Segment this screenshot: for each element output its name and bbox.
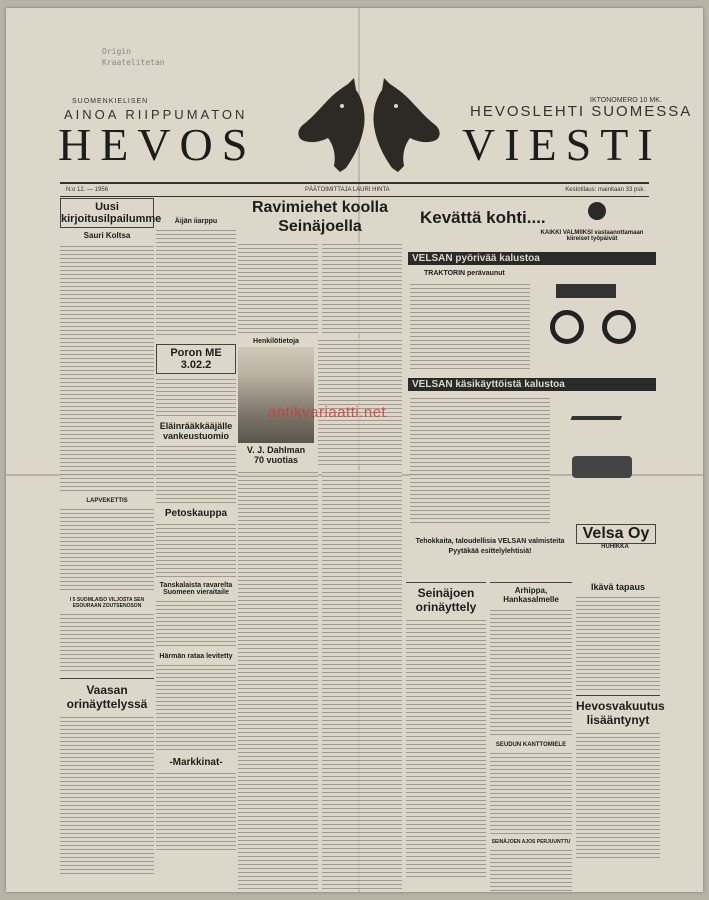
col2-headline-4: Tanskalaista ravarelta Suomeen vieraitaile <box>159 582 233 596</box>
profile-label: Henkilötietoja <box>253 338 299 345</box>
col1-body-text-2 <box>60 507 154 593</box>
ad-item-1: TRAKTORIN perävaunut <box>424 270 505 277</box>
col5-body-text-2 <box>490 751 572 835</box>
date-strip <box>60 182 649 197</box>
col1-body-text-3 <box>60 612 154 672</box>
col2-headline: Poron ME 3.02.2 <box>156 344 236 374</box>
horse-head-left-icon <box>290 76 370 176</box>
ad-footer: Tehokkaita, taloudellisia VELSAN valmisteita <box>415 538 565 545</box>
editor-line: PÄÄTOIMITTAJA LAURI HINTA <box>305 187 390 193</box>
col2-headline-3: Petoskauppa <box>164 508 228 519</box>
velsa-advertisement <box>406 200 660 578</box>
issue-number: N:o 12. — 1956 <box>66 187 109 193</box>
col2-body-text-7 <box>156 771 236 851</box>
ad-band-1: VELSAN pyörivää kalustoa <box>408 252 656 265</box>
col4-headline: Seinäjoen orinäyttely <box>406 582 486 614</box>
watermark-text: antikvariaatti.net <box>268 404 387 421</box>
col1-headline: Uusi kirjoitusilpailumme <box>60 198 154 228</box>
main-headline: Ravimiehet koolla Seinäjoella <box>251 199 389 235</box>
wheel-icon-2 <box>602 310 636 344</box>
portrait-photo <box>238 347 314 443</box>
main-body-d <box>238 470 318 890</box>
wheelbarrow-icon <box>571 390 632 420</box>
ad-headline: Kevättä kohti.... <box>420 208 546 227</box>
col5-headline: Arhippa, Hankasalmelle <box>490 582 572 604</box>
ad-text-2 <box>410 396 550 526</box>
masthead-title-left: HEVOS <box>58 119 257 170</box>
archive-stamp <box>102 46 165 68</box>
col2-body-text-3 <box>156 444 236 504</box>
ad-subheading: KAIKKI VALMIIKSI vastaanottamaan kiireiset työpäivät <box>540 230 644 242</box>
cart-icon <box>572 456 632 478</box>
col1-headline-2: Vaasan orinäyttelyssä <box>60 678 154 711</box>
column-4 <box>406 582 486 880</box>
trailer-icon <box>556 284 616 298</box>
col1-body-text-4 <box>60 715 154 875</box>
right-tagline: HEVOSLEHTI SUOMESSA <box>470 103 693 120</box>
col4-body-text <box>406 618 486 880</box>
col2-headline-6: -Markkinat- <box>169 757 223 768</box>
right-tagline-small: IKTONOMERO 10 MK. <box>590 97 662 104</box>
col5-subhead-2: SEINÄJOEN AJOS PERJUUNTTU <box>491 839 571 845</box>
left-tagline-small: SUOMENKIELISEN <box>72 98 149 105</box>
ad-city: HUHIKKA <box>601 544 629 550</box>
col5-subhead: SEUDUN KANTTOMIELE <box>495 742 567 748</box>
main-body-c <box>318 338 402 466</box>
col2-headline-2: Eläinrääkkääjälle vankeustuomio <box>159 421 233 441</box>
velsa-logo-icon <box>588 202 606 220</box>
wheel-icon <box>550 310 584 344</box>
col6-body-text <box>576 595 660 691</box>
col1-subhead-1: LAPVEKETTIS <box>86 498 128 504</box>
horse-head-right-icon <box>368 76 448 176</box>
ad-band-2: VELSAN käsikäyttöistä kalustoa <box>408 378 656 391</box>
col1-body-text <box>60 244 154 494</box>
stamp-line-1: Origin <box>102 47 131 56</box>
column-6 <box>576 582 665 861</box>
ad-brand: Velsa Oy <box>576 524 656 544</box>
column-3 <box>238 198 402 890</box>
col1-subhead-2: I 5 SUOMLAISO VILJOSTA SEN ESOURAAN ZOUTSENOSON <box>69 597 145 609</box>
column-2 <box>156 198 236 851</box>
col5-body-text-3 <box>490 848 572 892</box>
col5-body-text <box>490 608 572 738</box>
ad-footer-2: Pyytäkää esittelylehtisiä! <box>448 548 532 555</box>
newspaper-page <box>6 8 703 892</box>
col6-headline-top: Ikävä tapaus <box>590 582 646 592</box>
col2-small-head: Äijän iiarppu <box>174 218 218 225</box>
main-body-a <box>238 242 318 334</box>
column-5 <box>490 582 572 892</box>
stamp-line-2: Kraatelitetan <box>102 58 165 67</box>
portrait-caption-age: 70 vuotias <box>253 455 299 465</box>
column-1 <box>60 198 162 875</box>
col2-body-text-6 <box>156 663 236 753</box>
main-body-b <box>322 242 402 334</box>
col2-body-text <box>156 228 236 338</box>
col2-body-text-5 <box>156 599 236 649</box>
masthead-title-right: VIESTI <box>462 119 662 170</box>
col6-body-text-2 <box>576 731 660 861</box>
main-body-e <box>322 470 402 890</box>
subscription-line: Kestotilaus: mainitaan 33 psk. <box>565 187 645 193</box>
col1-byline: Sauri Koltsa <box>83 231 131 240</box>
col2-body-text-2 <box>156 377 236 417</box>
col2-headline-5: Härmän rataa levitetty <box>159 653 233 660</box>
left-tagline: AINOA RIIPPUMATON <box>64 107 248 122</box>
ad-text-1 <box>410 282 530 372</box>
col2-body-text-4 <box>156 522 236 578</box>
col6-headline: Hevosvakuutus lisääntynyt <box>576 695 660 727</box>
portrait-caption-name: V. J. Dahlman <box>246 445 306 455</box>
